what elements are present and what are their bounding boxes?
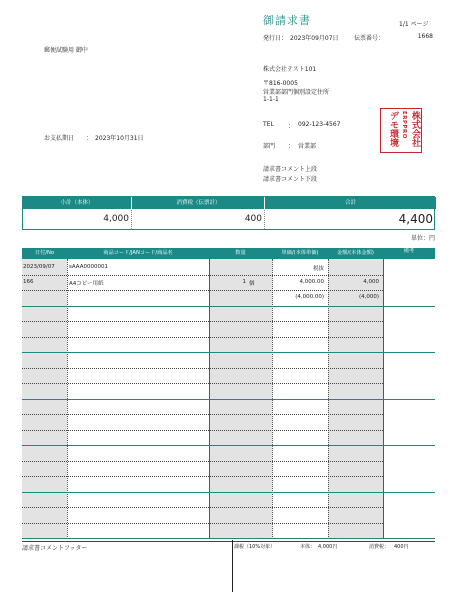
stamp-text-3: デモ環境 [388,111,398,147]
slip-no: 1668 [417,33,433,40]
row-rule [22,414,383,415]
subtotal-header: 小計（本体） [23,197,131,209]
footer-rule [22,541,435,542]
row-rule [22,523,383,524]
row-rule [22,430,383,431]
company-name: 株式会社テスト101 [263,66,317,73]
company-address1: 営業部部門個別設定住所 [263,89,330,96]
row-rule [22,368,383,369]
footer-body-value: 4,000円 [318,544,338,550]
row1-amount: 4,000 [363,279,379,285]
subtotal-value: 4,000 [103,214,129,224]
row1-qty: 1 [242,279,246,285]
footer-tax-value: 400円 [394,544,409,550]
items-table [22,259,435,539]
row-rule [22,352,435,353]
footer-tax-rate: 課税（10%対象） [234,544,276,550]
tel-label: TEL [263,121,274,128]
payment-date: 2023年10月31日 [95,135,144,142]
col-amount: 金額/(本体金額) [337,250,374,256]
tel-number: 092-123-4567 [298,121,341,128]
footer-tax-label: 消費税： [369,544,390,550]
row1-tax-type: 税抜 [312,266,324,272]
tel-sep: ： [288,123,295,130]
row1-name: A4コピー用紙 [69,281,104,287]
row1-amount-base: (4,000) [358,294,379,300]
payment-label: お支払期日 [44,135,75,142]
col-note: 備考 [403,248,415,254]
comment-top: 請求書コメント上段 [263,166,318,173]
row-rule [22,461,383,462]
row1-price-base: (4,000.00) [295,294,324,300]
row-rule [22,306,435,307]
dept-sep: ： [288,143,295,150]
unit-label: 単位：円 [410,235,435,242]
dept-name: 営業部 [298,143,317,150]
tax-header: 消費税（伝票計） [131,197,265,209]
row1-unit: 個 [249,281,255,287]
footer-comment: 請求書コメントフッター [22,545,88,552]
row-rule [22,383,383,384]
row-rule [22,337,383,338]
stamp-text-2: ERPPRO [401,111,407,139]
row-rule [22,507,383,508]
footer-divider [232,540,233,592]
company-address2: 1-1-1 [263,96,279,103]
company-seal-stamp [380,108,422,153]
row1-price: 4,000.00 [299,279,324,285]
row-rule [22,476,383,477]
row1-date: 2023/09/07 [23,264,55,270]
row-rule [22,538,435,539]
row-rule [22,492,435,493]
row-rule [22,445,435,446]
col-price: 単価/(本体単価) [281,250,319,256]
col-qty: 数量 [235,250,246,256]
total-header: 合計 [264,197,436,209]
row1-code: sAAA0000001 [69,264,108,270]
page-number: 1/1 ページ [399,21,429,28]
footer-body-label: 本体： [300,544,316,550]
comment-bottom: 請求書コメント下段 [263,176,318,183]
stamp-text-1: 株式会社 [410,111,420,147]
recipient-name: 郵便試験用 御中 [44,47,88,54]
row-rule [22,275,383,276]
company-postal: 〒816-0005 [263,80,298,87]
issue-date-label: 発行日： [263,35,288,42]
row-rule [22,290,383,291]
summary-box [22,196,435,230]
row1-no: 166 [23,279,34,285]
row-rule [22,399,435,400]
col-item: 商品コード/JANコード/商品名 [103,250,173,256]
col-date: 日付/No [34,250,55,256]
dept-label: 部門 [263,143,276,150]
total-value: 4,400 [264,210,435,229]
issue-date: 2023年09月07日 [290,35,339,42]
payment-sep: ： [86,135,93,142]
slip-no-label: 伝票番号： [354,35,385,42]
document-title: 御請求書 [263,14,311,27]
table-header [22,248,435,259]
tax-value: 400 [131,210,264,229]
row-rule [22,321,383,322]
